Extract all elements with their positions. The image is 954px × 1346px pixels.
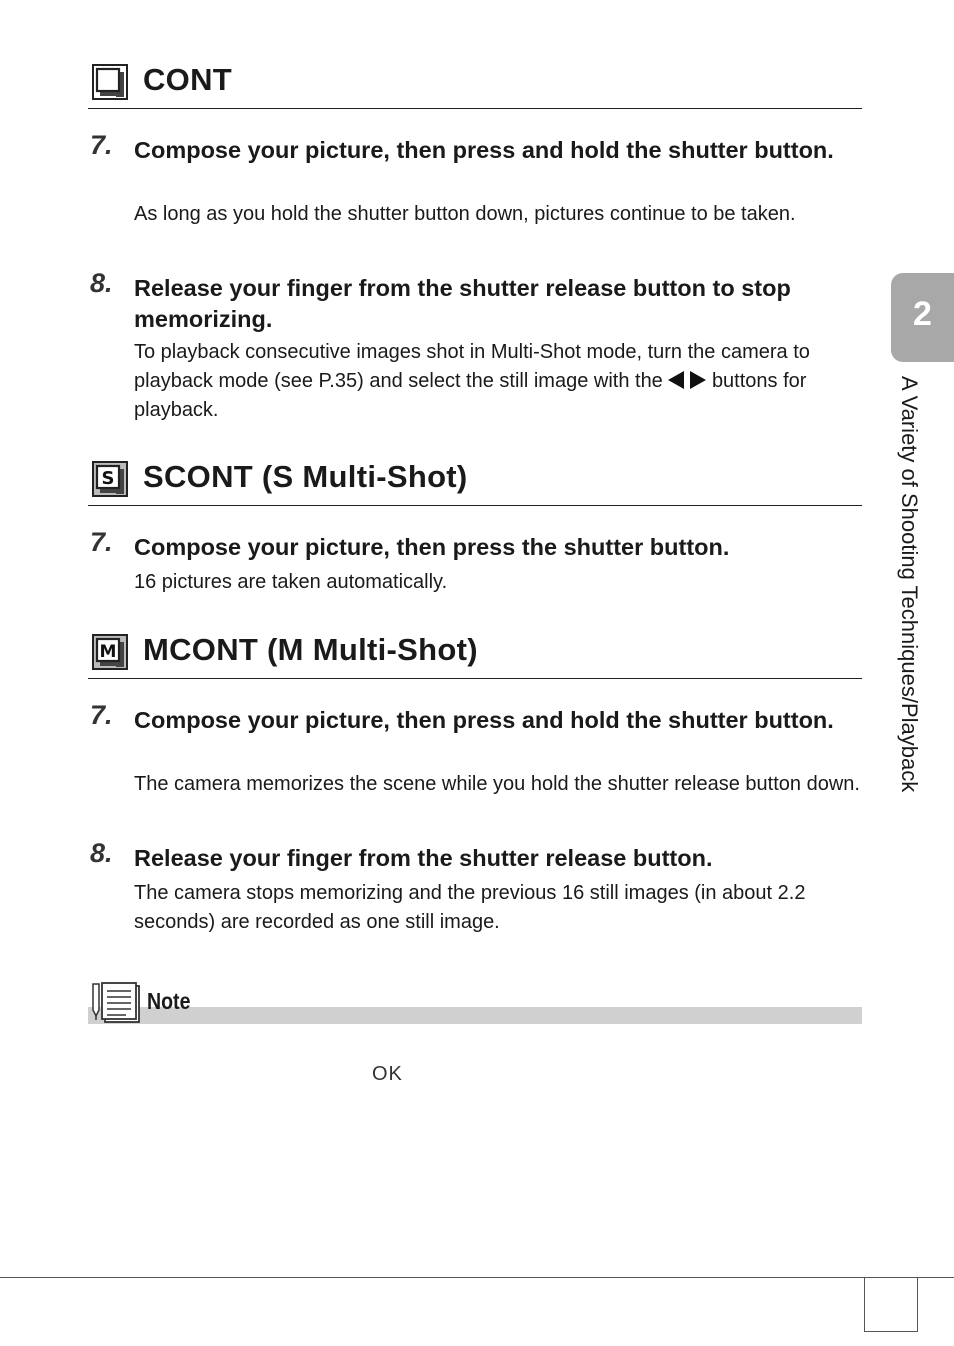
chapter-tab bbox=[891, 273, 954, 362]
s-multi-shot-icon bbox=[92, 461, 128, 497]
svg-text:M: M bbox=[99, 642, 117, 662]
section-heading-scont bbox=[88, 455, 862, 506]
left-right-arrows-icon bbox=[668, 371, 706, 389]
section-heading-cont bbox=[88, 58, 862, 109]
page-number-box bbox=[864, 1277, 918, 1332]
step-number: 7. bbox=[90, 700, 113, 730]
step-title: Release your finger from the shutter release button to stop memorizing. bbox=[134, 275, 791, 332]
step-number: 8. bbox=[90, 268, 113, 298]
step-title: Compose your picture, then press the shutter button. bbox=[134, 534, 730, 560]
m-multi-shot-icon bbox=[92, 634, 128, 670]
step-number: 7. bbox=[90, 527, 113, 557]
chapter-label: A Variety of Shooting Techniques/Playback bbox=[897, 376, 922, 793]
section-title-mcont: MCONT (M Multi-Shot) bbox=[143, 632, 478, 667]
step-title: Release your finger from the shutter release button. bbox=[134, 845, 713, 871]
step-number: 7. bbox=[90, 130, 113, 160]
note-label: Note bbox=[147, 988, 191, 1014]
step-body bbox=[134, 338, 862, 425]
continuous-shot-icon bbox=[92, 64, 128, 100]
step-body-text: To playback consecutive images shot in Multi-Shot mode, turn the camera to playback mode (see P.35) and select the still image with the bbox=[134, 341, 810, 392]
chapter-number: 2 bbox=[913, 295, 932, 333]
svg-text:S: S bbox=[101, 468, 115, 489]
note-text: OK bbox=[372, 1063, 403, 1085]
step-body-text: buttons for playback. bbox=[134, 370, 807, 421]
step-body: The camera memorizes the scene while you hold the shutter release button down. bbox=[134, 773, 860, 795]
note-icon bbox=[90, 982, 142, 1024]
step-title: Compose your picture, then press and hold the shutter button. bbox=[134, 137, 834, 163]
section-title-cont: CONT bbox=[143, 62, 233, 97]
step-body: 16 pictures are taken automatically. bbox=[134, 571, 448, 593]
section-heading-mcont bbox=[88, 628, 862, 679]
note-bar bbox=[88, 1007, 862, 1024]
step-title: Compose your picture, then press and hold the shutter button. bbox=[134, 707, 834, 733]
footer-divider bbox=[0, 1277, 954, 1278]
step-body: As long as you hold the shutter button down, pictures continue to be taken. bbox=[134, 203, 796, 225]
section-title-scont: SCONT (S Multi-Shot) bbox=[143, 459, 468, 494]
step-number: 8. bbox=[90, 838, 113, 868]
step-body: The camera stops memorizing and the previous 16 still images (in about 2.2 seconds) are recorded as one still image. bbox=[134, 882, 806, 933]
